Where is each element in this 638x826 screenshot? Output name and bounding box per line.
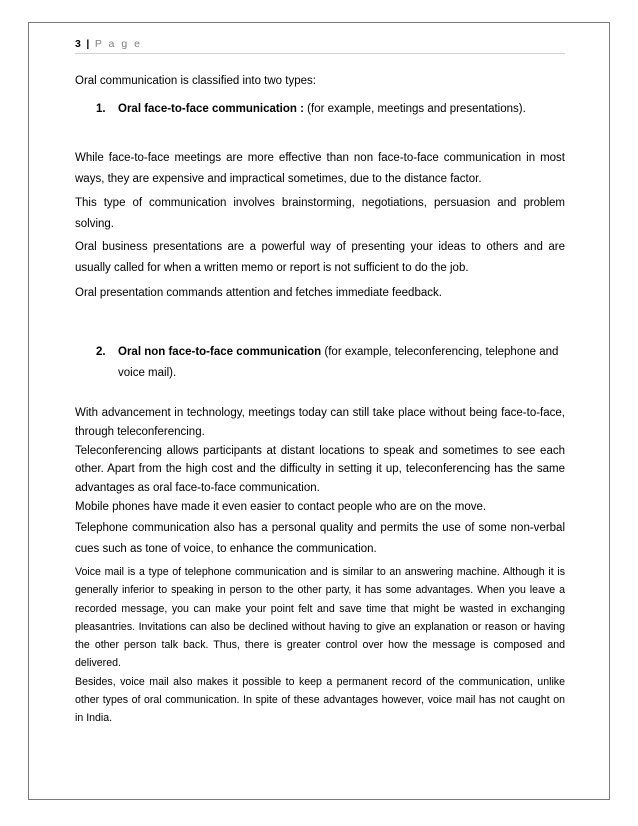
list-title-1: Oral face-to-face communication : [118, 103, 304, 115]
page-header [75, 38, 142, 50]
list-number-2: 2. [96, 346, 106, 358]
list-item-1 [96, 99, 566, 120]
list-text-1: (for example, meetings and presentations). [303, 103, 526, 115]
paragraph-brainstorming: This type of communication involves brainstorming, negotiations, persuasion and problem solving. [75, 197, 565, 230]
text-line: Besides, voice mail also makes it possible to keep a permanent record of the communication, unlike other types of oral communication. In spite of these advantages however, voice mail has not caught on in India. [75, 675, 565, 725]
list-text-2: (for example, teleconferencing, telephone and [321, 346, 559, 358]
list-text-2-continued: voice mail). [118, 367, 177, 379]
list-title-2: Oral non face-to-face communication [118, 346, 322, 358]
text-line: Voice mail is a type of telephone communication and is similar to an answering machine. Although it is generally inferior to speaking in person to the other party, it has some advantages. When you leave a recorded message, you can make your point felt and save time that might be wasted in exchanging pleasantries. Invitations can also be declined without having to give an explanation or reason or having the other person talk back. Thus, there is greater control over how the message is composed and delivered. [75, 566, 565, 670]
page-number: 3 [75, 38, 82, 50]
page-label: P a g e [94, 38, 142, 50]
text-line: Mobile phones have made it even easier to contact people who are on the move. [75, 500, 487, 513]
paragraph-voice-mail [75, 563, 565, 728]
header-rule [75, 53, 565, 54]
paragraph-presentations: Oral business presentations are a powerful way of presenting your ideas to others and are usually called for when a written memo or report is not sufficient to do the job. [75, 241, 565, 274]
header-separator: | [86, 38, 90, 50]
paragraph-telephone: Telephone communication also has a personal quality and permits the use of some non-verbal cues such as tone of voice, to enhance the communication. [75, 522, 565, 555]
list-number-1: 1. [96, 103, 106, 115]
paragraph-attention: Oral presentation commands attention and fetches immediate feedback. [75, 287, 442, 299]
text-line: With advancement in technology, meetings today can still take place without being face-to-face, through teleconferencing. [75, 407, 565, 438]
paragraph-technology [75, 404, 565, 517]
intro-paragraph: Oral communication is classified into two types: [75, 75, 316, 87]
paragraph-face-to-face: While face-to-face meetings are more effective than non face-to-face communication in most ways, they are expensive and impractical sometimes, due to the distance factor. [75, 152, 565, 185]
list-item-2 [96, 342, 566, 384]
text-line: Teleconferencing allows participants at distant locations to speak and sometimes to see each other. Apart from the high cost and the difficulty in setting it up, teleconferencing has the same advantages as oral face-to-face communication. [75, 444, 565, 495]
